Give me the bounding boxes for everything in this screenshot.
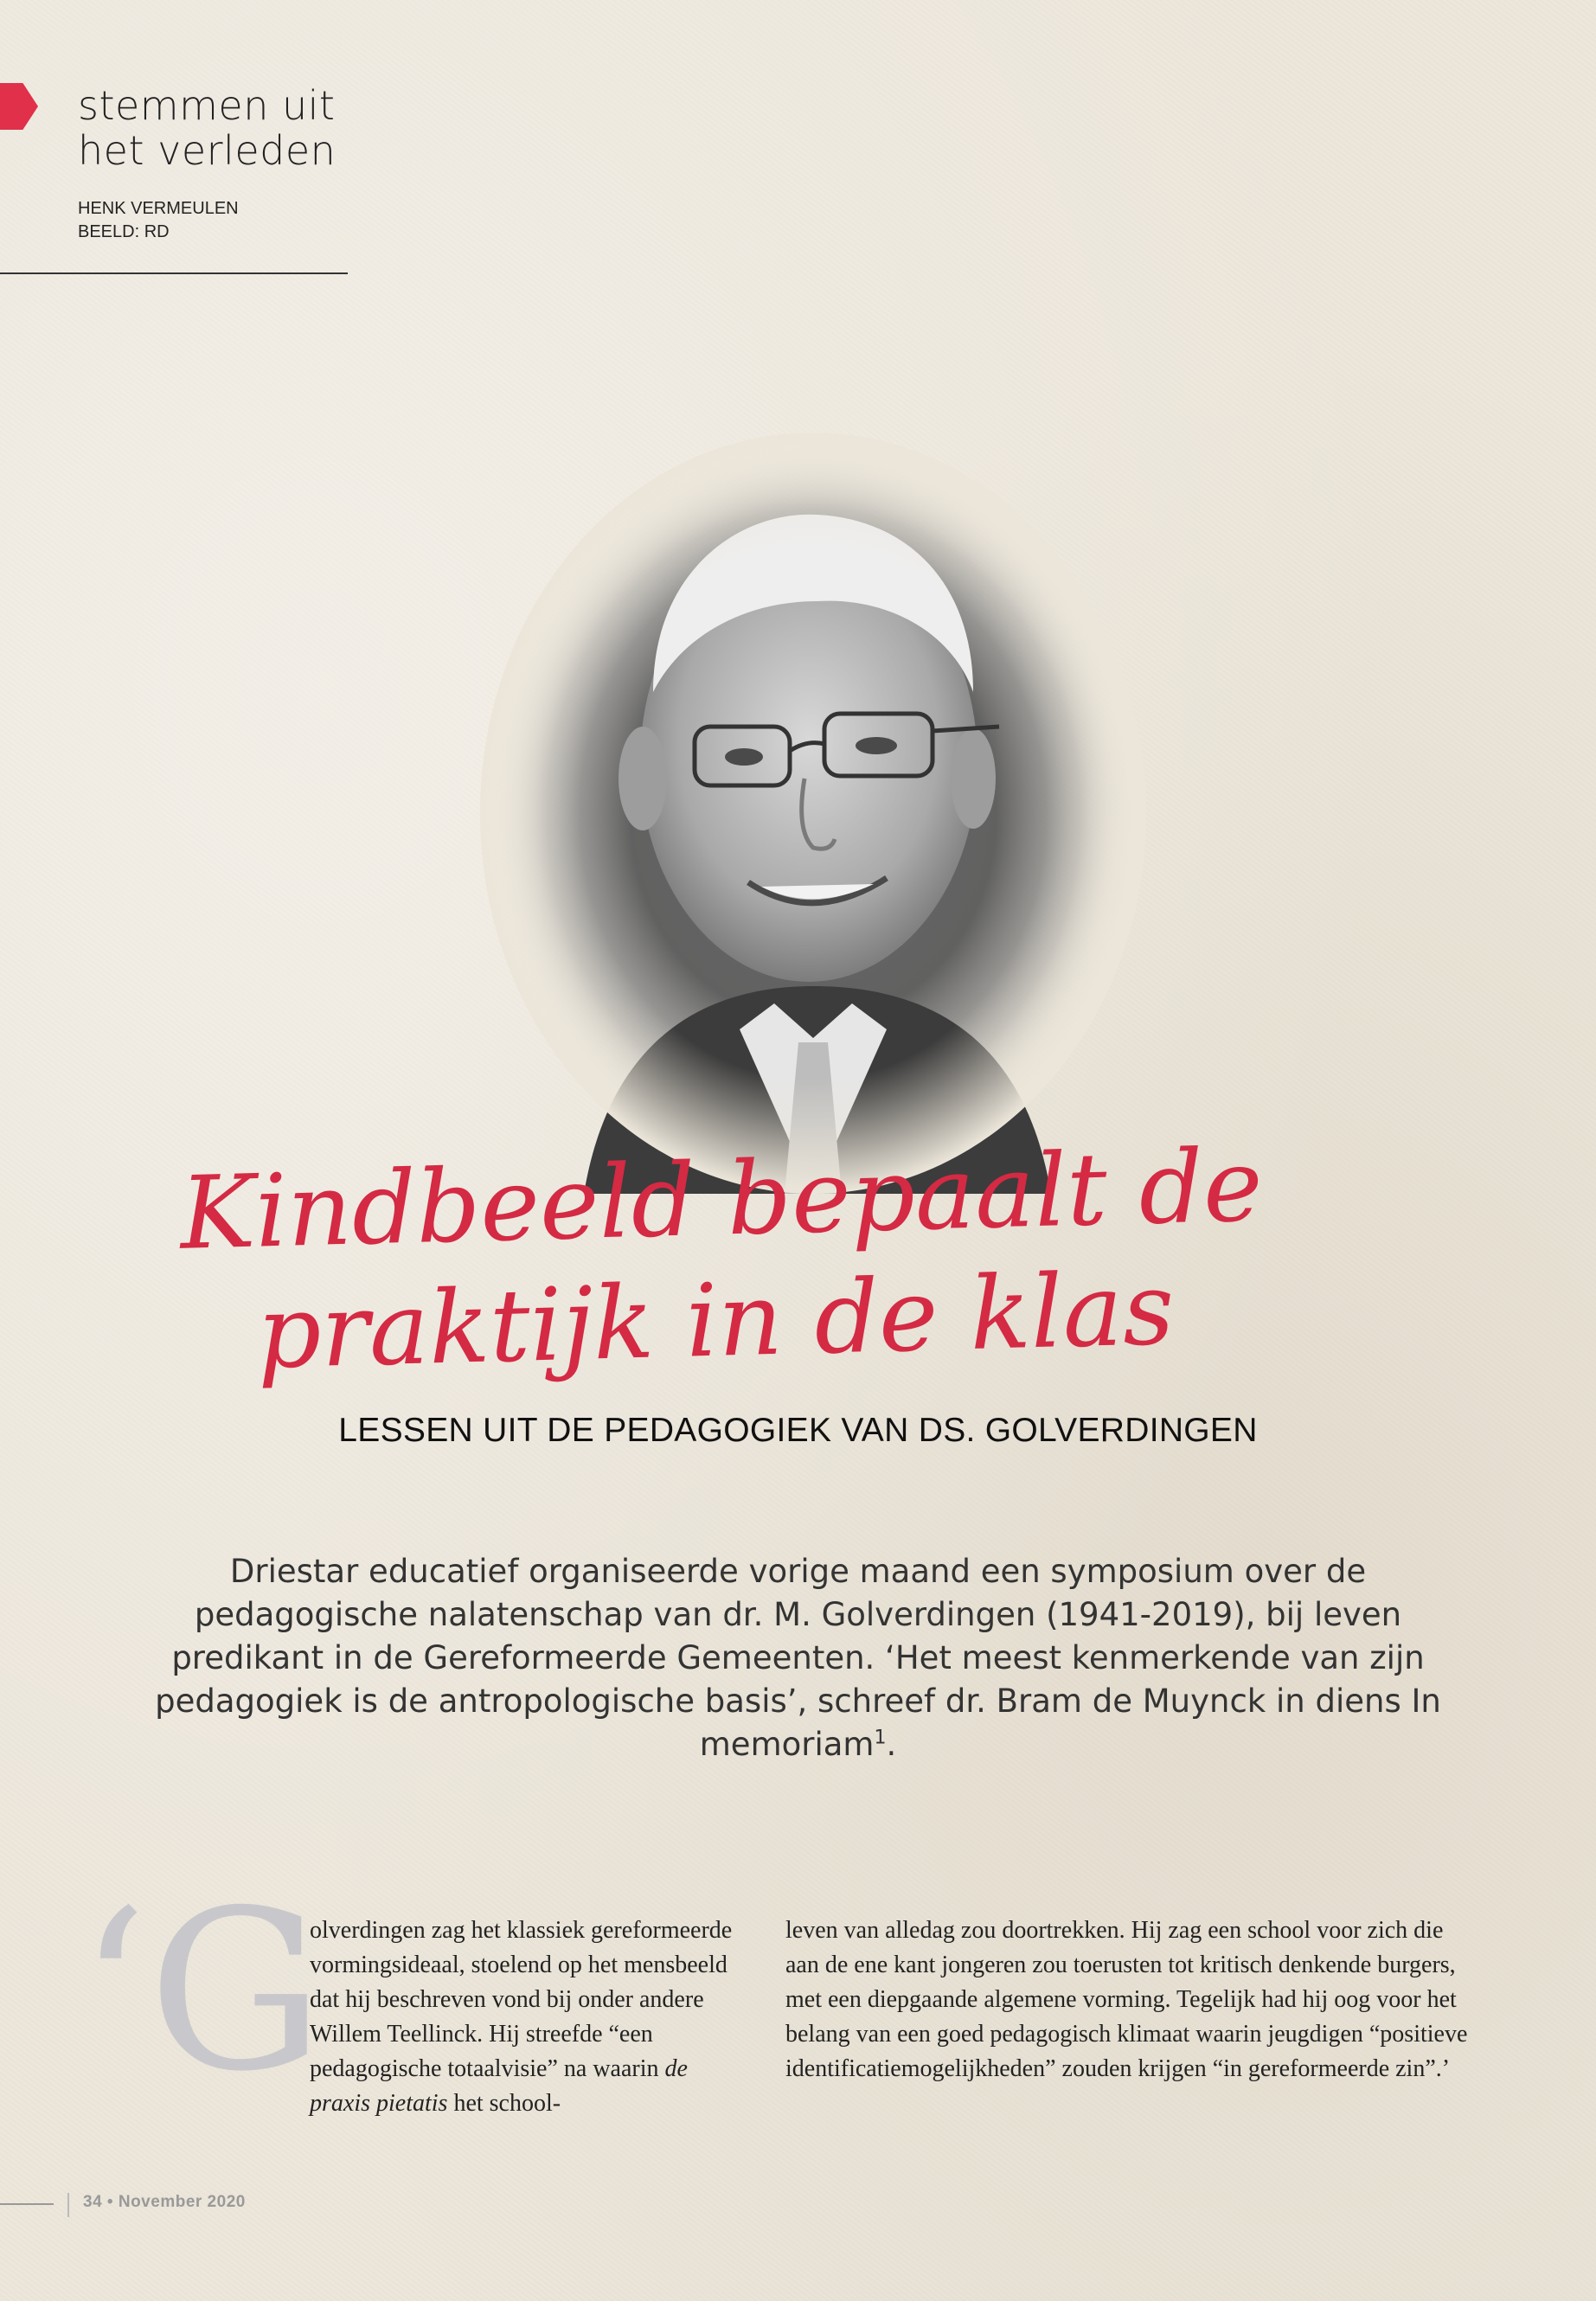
section-marker-icon [0, 83, 38, 130]
folio [83, 2193, 246, 2212]
subtitle: LESSEN UIT DE PEDAGOGIEK VAN DS. GOLVERDINGEN [338, 1412, 1258, 1449]
footer-divider [67, 2193, 69, 2217]
body-col1-text: olverdingen zag het klassiek gereformeerde vormingsideaal, stoelend op het mensbeeld dat hij beschreven vond bij onder andere Willem Teellinck. Hij streefde “een pedagogische totaalvisie” na waarin [310, 1917, 733, 2082]
body-column-1 [310, 1913, 742, 2121]
headline [179, 1121, 1431, 1396]
body-col2-text: leven van alledag zou doortrekken. Hij zag een school voor zich die aan de ene kant jongeren zou toerusten tot kritisch denkende burgers, met een diepgaande algemene vorming. Tegelijk had hij oog voor het belang van een goed pedagogisch klimaat waarin jeugdigen “positieve identificatiemogelijkheden” zouden krijgen “in gereformeerde zin”.’ [785, 1917, 1468, 2082]
body-column-2 [785, 1913, 1473, 2086]
intro-paragraph [138, 1550, 1458, 1766]
author-name: HENK VERMEULEN [78, 199, 239, 218]
byline-divider [0, 272, 348, 274]
drop-cap: ‘G [78, 1863, 324, 2120]
issue-date: November 2020 [118, 2193, 246, 2211]
headline-line1: Kindbeeld bepaalt de [178, 1127, 1265, 1272]
byline [78, 197, 239, 244]
headline-line2: praktijk in de klas [255, 1250, 1176, 1392]
page-footer [0, 2193, 346, 2219]
footer-rule [0, 2203, 54, 2205]
page-number: 34 [83, 2193, 103, 2211]
image-credit: BEELD: RD [78, 222, 170, 241]
body-col1-italic: de praxis pietatis [310, 2055, 688, 2117]
footnote-ref: 1 [874, 1727, 887, 1749]
portrait-photo [480, 433, 1146, 1194]
folio-separator: • [106, 2193, 114, 2211]
intro-text: Driestar educatief organiseerde vorige maand een symposium over de pedagogische nalatenschap van dr. M. Golverdingen (1941-2019), bij leven predikant in de Gereformeerde Gemeenten. ‘Het meest kenmerkende van zijn pedagogiek is de antropologische basis’, schreef dr. Bram de Muynck in diens In memoriam [155, 1553, 1441, 1763]
intro-end: . [886, 1726, 897, 1763]
section-title [78, 83, 336, 173]
section-title-line2: het verleden [78, 127, 337, 174]
section-title-line1: stemmen uit [78, 82, 336, 129]
body-col1-tail: het school- [453, 2090, 561, 2117]
